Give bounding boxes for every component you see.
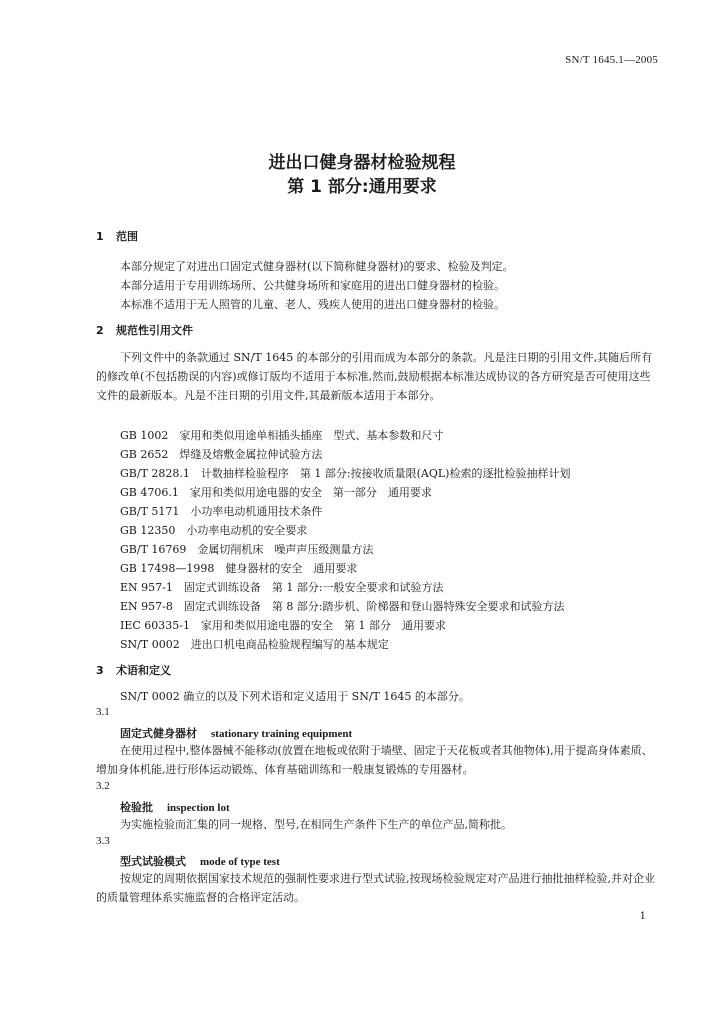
reference-item: EN 957-8 固定式训练设备 第 8 部分:踏步机、阶梯器和登山器特殊安全要求和试验方法 xyxy=(120,600,565,613)
reference-item: GB/T 16769 金属切削机床 噪声声压级测量方法 xyxy=(120,543,374,556)
references-intro: 下列文件中的条款通过 SN/T 1645 的本部分的引用而成为本部分的条款。凡是注日期的引用文件,其随后所有的修改单(不包括勘误的内容)或修订版均不适用于本标准,然而,鼓励根据本标准达成协议的各方研究是否可使用这些文件的最新版本。凡是不注日期的引用文件,其最新版本适用于本部分。 xyxy=(96,351,653,402)
standard-code: SN/T 1645.1—2005 xyxy=(565,54,658,66)
term-definition: 按规定的周期依据国家技术规范的强制性要求进行型式试验,按现场检验规定对产品进行抽批抽样检验,并对企业的质量管理体系实施监督的合格评定活动。 xyxy=(96,872,655,904)
term-en: stationary training equipment xyxy=(211,728,353,740)
document-subtitle: 第 1 部分:通用要求 xyxy=(287,177,437,197)
term-definition: 为实施检验而汇集的同一规格、型号,在相同生产条件下生产的单位产品,简称批。 xyxy=(120,818,512,831)
term-zh: 检验批 xyxy=(120,801,153,814)
term-en: mode of type test xyxy=(200,856,280,868)
section-2-heading xyxy=(96,322,193,338)
reference-item: GB 4706.1 家用和类似用途电器的安全 第一部分 通用要求 xyxy=(120,486,432,499)
reference-item: IEC 60335-1 家用和类似用途电器的安全 第 1 部分 通用要求 xyxy=(120,619,446,632)
section-title: 范围 xyxy=(116,230,138,243)
reference-item: GB 12350 小功率电动机的安全要求 xyxy=(120,524,308,537)
reference-item: GB 2652 焊缝及熔敷金属拉伸试验方法 xyxy=(120,448,323,461)
clause-number: 3.3 xyxy=(96,835,110,847)
section-number: 3 xyxy=(96,664,104,677)
page-number: 1 xyxy=(639,911,646,922)
clause-number: 3.2 xyxy=(96,780,110,792)
section-3-heading xyxy=(96,662,171,678)
section-number: 1 xyxy=(96,230,104,243)
scope-line-1: 本部分规定了对进出口固定式健身器材(以下简称健身器材)的要求、检验及判定。 xyxy=(120,260,514,273)
document-title: 进出口健身器材检验规程 xyxy=(268,153,456,173)
term-en: inspection lot xyxy=(167,802,230,814)
section-title: 规范性引用文件 xyxy=(116,324,193,337)
reference-item: GB/T 2828.1 计数抽样检验程序 第 1 部分:按接收质量限(AQL)检索的逐批检验抽样计划 xyxy=(120,467,571,480)
reference-item: EN 957-1 固定式训练设备 第 1 部分:一般安全要求和试验方法 xyxy=(120,581,444,594)
section-number: 2 xyxy=(96,324,104,337)
term-definition: 在使用过程中,整体器械不能移动(放置在地板或依附于墙壁、固定于天花板或者其他物体),用于提高身体素质、增加身体机能,进行形体运动锻炼、体育基础训练和一般康复锻炼的专用器材。 xyxy=(96,744,653,776)
term-zh: 型式试验模式 xyxy=(120,855,186,868)
reference-item: GB 17498—1998 健身器材的安全 通用要求 xyxy=(120,562,358,575)
scope-line-3: 本标准不适用于无人照管的儿童、老人、残疾人使用的进出口健身器材的检验。 xyxy=(120,298,505,311)
reference-item: SN/T 0002 进出口机电商品检验规程编写的基本规定 xyxy=(120,638,389,651)
scope-line-2: 本部分适用于专用训练场所、公共健身场所和家庭用的进出口健身器材的检验。 xyxy=(120,279,505,292)
term-zh: 固定式健身器材 xyxy=(120,727,197,740)
term-entry xyxy=(120,725,352,741)
reference-item: GB 1002 家用和类似用途单相插头插座 型式、基本参数和尺寸 xyxy=(120,429,444,442)
section-title: 术语和定义 xyxy=(116,664,171,677)
terms-intro: SN/T 0002 确立的以及下列术语和定义适用于 SN/T 1645 的本部分。 xyxy=(120,690,470,703)
section-1-heading xyxy=(96,228,138,244)
clause-number: 3.1 xyxy=(96,706,110,718)
term-entry xyxy=(120,799,230,815)
reference-item: GB/T 5171 小功率电动机通用技术条件 xyxy=(120,505,323,518)
term-entry xyxy=(120,853,280,869)
